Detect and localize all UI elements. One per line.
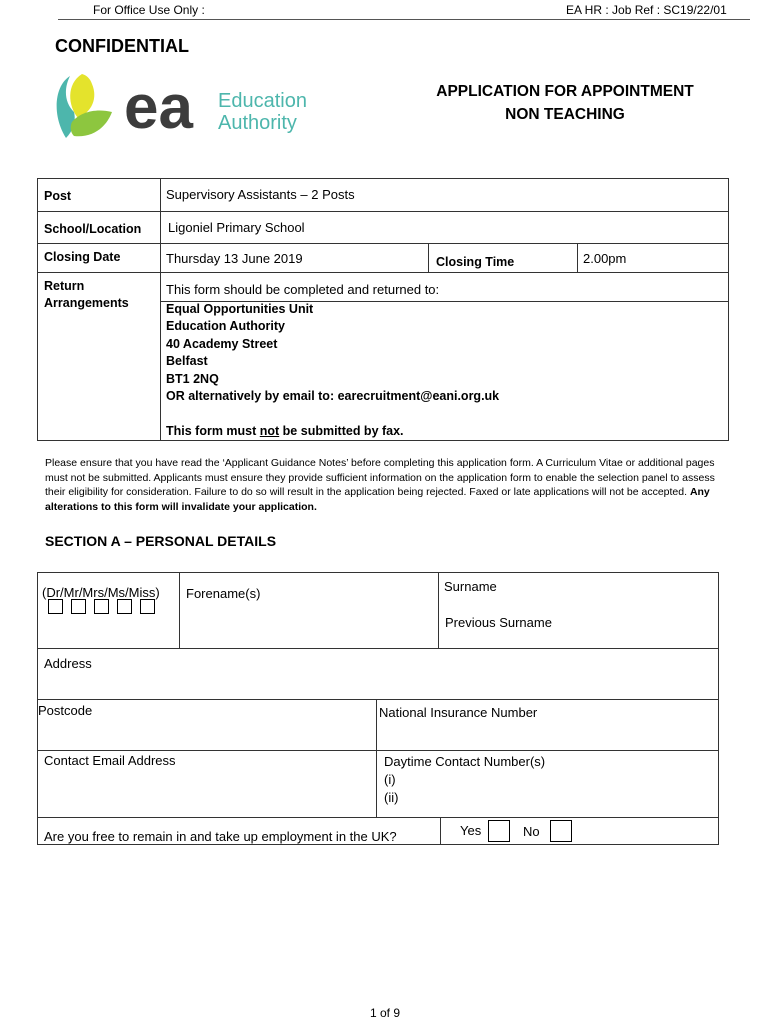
confidential-heading: CONFIDENTIAL — [55, 36, 189, 56]
previous-surname-field[interactable]: Previous Surname — [445, 615, 552, 630]
uk-employment-question: Are you free to remain in and take up employment in the UK? — [44, 829, 397, 844]
logo-letters: ea — [124, 73, 193, 142]
closing-date-value: Thursday 13 June 2019 — [166, 251, 303, 266]
fax-warning — [166, 424, 404, 438]
title-line-2: NON TEACHING — [505, 106, 625, 123]
details-col-divider — [438, 572, 439, 648]
page-number: 1 of 9 — [369, 1006, 401, 1020]
return-label — [44, 278, 129, 312]
no-label: No — [523, 824, 540, 839]
address-line: Belfast — [166, 354, 208, 369]
title-checkbox-mrs[interactable] — [94, 599, 109, 614]
title-checkbox-dr[interactable] — [48, 599, 63, 614]
post-row-divider — [37, 243, 729, 244]
return-address — [166, 301, 499, 405]
post-row-divider — [37, 272, 729, 273]
title-checkbox-mr[interactable] — [71, 599, 86, 614]
address-line: 40 Academy Street — [166, 336, 278, 351]
fax-warning-not: not — [259, 424, 280, 438]
email-field[interactable]: Contact Email Address — [44, 753, 176, 768]
address-line: Education Authority — [166, 319, 285, 334]
no-checkbox[interactable] — [550, 820, 572, 842]
guidance-text: Please ensure that you have read the ‘Applicant Guidance Notes’ before completing this application form. A Curriculum Vitae or additional pages must not be submitted. Applicants must ensure they provide sufficient information on the application form to enable the selection panel to assess their eligibility for consideration. Failure to do so will result in the application being rejected. Faxed or late applications will not be accepted. — [45, 457, 715, 498]
school-label: School/Location — [44, 222, 142, 236]
fax-warning-end: be submitted by fax. — [279, 424, 404, 438]
yes-label: Yes — [460, 823, 482, 838]
details-row-divider — [37, 817, 719, 818]
details-row-divider — [37, 699, 719, 700]
details-col-divider — [376, 699, 377, 817]
post-col-divider — [577, 243, 578, 272]
daytime-number-2: (ii) — [384, 790, 399, 805]
post-label: Post — [44, 189, 72, 203]
details-col-divider — [179, 572, 180, 648]
return-intro: This form should be completed and returned to: — [166, 282, 440, 297]
details-row-divider — [37, 750, 719, 751]
daytime-number-1: (i) — [384, 772, 396, 787]
details-col-divider — [440, 817, 441, 845]
address-field[interactable]: Address — [44, 656, 92, 671]
guidance-bold: Any alterations to this form will invalidate your application. — [45, 486, 710, 513]
title-line-1: APPLICATION FOR APPOINTMENT — [436, 83, 694, 100]
school-value: Ligoniel Primary School — [168, 220, 305, 235]
post-col-divider — [160, 178, 161, 441]
details-row-divider — [37, 648, 719, 649]
ea-logo-mark-icon — [52, 72, 322, 144]
forename-field[interactable]: Forename(s) — [186, 586, 261, 601]
surname-field[interactable]: Surname — [444, 579, 497, 594]
ni-number-field[interactable]: National Insurance Number — [379, 705, 538, 720]
guidance-notes — [45, 456, 720, 514]
daytime-contact-field[interactable] — [384, 753, 545, 807]
section-a-heading: SECTION A – PERSONAL DETAILS — [45, 533, 277, 549]
closing-date-label: Closing Date — [44, 250, 121, 264]
closing-time-label: Closing Time — [436, 255, 515, 269]
title-checkbox-ms[interactable] — [117, 599, 132, 614]
closing-time-value: 2.00pm — [583, 251, 627, 266]
office-use-label: For Office Use Only : — [93, 3, 205, 17]
postcode-field[interactable]: Postcode — [38, 703, 93, 718]
email-instruction: OR alternatively by email to: earecruitment@eani.org.uk — [166, 389, 500, 404]
logo-line-1: Education — [218, 90, 307, 112]
title-checkbox-miss[interactable] — [140, 599, 155, 614]
daytime-label: Daytime Contact Number(s) — [384, 754, 546, 769]
job-ref: EA HR : Job Ref : SC19/22/01 — [566, 3, 727, 17]
return-label-line-1: Return — [44, 279, 85, 293]
post-value: Supervisory Assistants – 2 Posts — [166, 187, 355, 202]
return-label-line-2: Arrangements — [44, 296, 129, 310]
ea-logo — [52, 72, 322, 144]
address-line: Equal Opportunities Unit — [166, 302, 314, 316]
address-line: BT1 2NQ — [166, 371, 219, 386]
yes-checkbox[interactable] — [488, 820, 510, 842]
post-col-divider — [428, 243, 429, 272]
post-row-divider — [37, 211, 729, 212]
title-checkboxes — [48, 599, 163, 614]
fax-warning-start: This form must — [166, 424, 260, 438]
application-title — [410, 80, 720, 126]
title-label: (Dr/Mr/Mrs/Ms/Miss) — [42, 585, 160, 600]
logo-line-2: Authority — [218, 112, 297, 134]
